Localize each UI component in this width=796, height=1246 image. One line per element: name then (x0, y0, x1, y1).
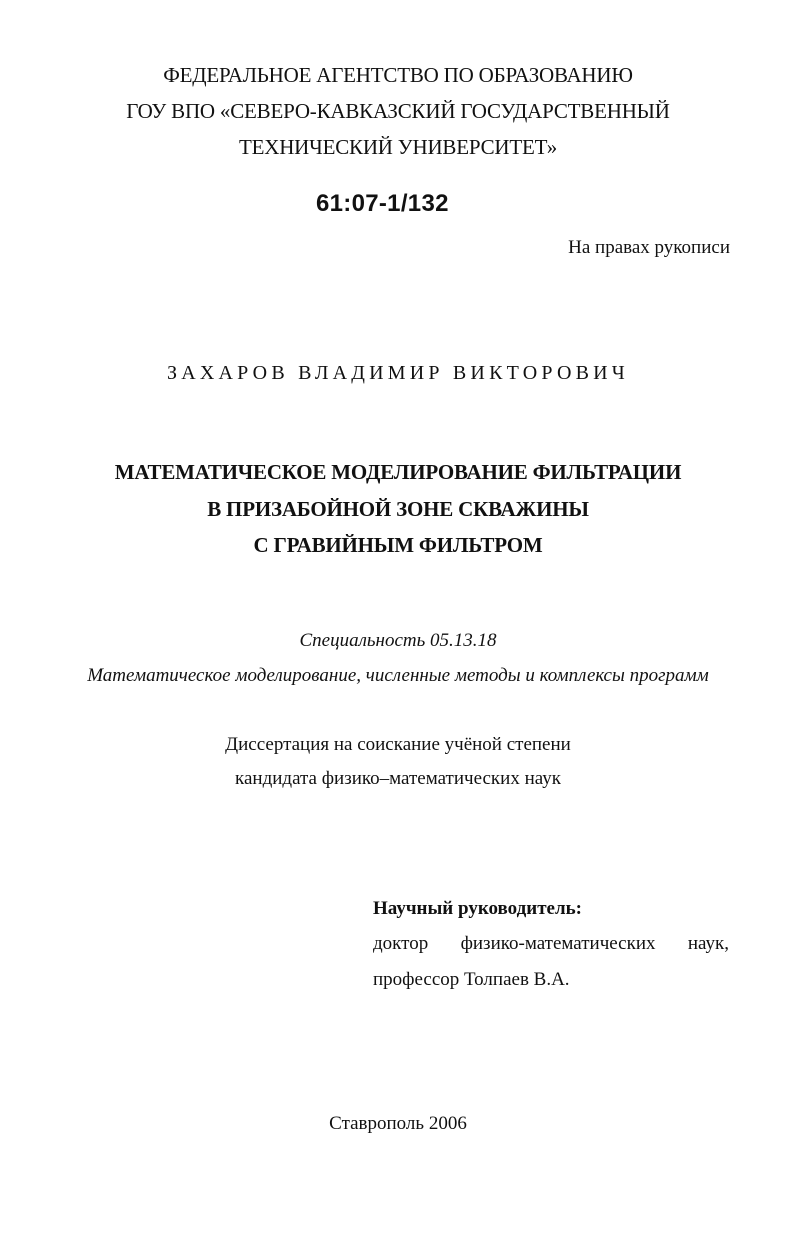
manuscript-note: На правах рукописи (568, 237, 730, 258)
specialty-name: Математическое моделирование, численные методы и комплексы программ (87, 665, 709, 686)
degree-line-1: Диссертация на соискание учёной степени (225, 734, 571, 755)
supervisor-degree-word-1: доктор (373, 933, 429, 954)
title-line-2: В ПРИЗАБОЙНОЙ ЗОНЕ СКВАЖИНЫ (207, 497, 589, 521)
author-name: ЗАХАРОВ ВЛАДИМИР ВИКТОРОВИЧ (166, 362, 630, 384)
university-line-1: ГОУ ВПО «СЕВЕРО-КАВКАЗСКИЙ ГОСУДАРСТВЕННЫЙ (126, 99, 670, 123)
supervisor-degree (373, 933, 729, 955)
specialty-code: Специальность 05.13.18 (299, 630, 497, 651)
degree-line-2: кандидата физико–математических наук (235, 768, 561, 789)
title-line-3: С ГРАВИЙНЫМ ФИЛЬТРОМ (253, 533, 543, 557)
catalog-code: 61:07-1/132 (316, 190, 449, 217)
supervisor-name: профессор Толпаев В.А. (373, 969, 570, 990)
supervisor-heading: Научный руководитель: (373, 898, 582, 919)
supervisor-degree-word-2: физико-математических (460, 933, 656, 954)
agency-line: ФЕДЕРАЛЬНОЕ АГЕНТСТВО ПО ОБРАЗОВАНИЮ (163, 63, 633, 87)
city-year: Ставрополь 2006 (329, 1113, 467, 1134)
university-line-2: ТЕХНИЧЕСКИЙ УНИВЕРСИТЕТ» (238, 135, 557, 159)
supervisor-degree-word-3: наук, (687, 933, 729, 954)
title-line-1: МАТЕМАТИЧЕСКОЕ МОДЕЛИРОВАНИЕ ФИЛЬТРАЦИИ (114, 460, 682, 484)
